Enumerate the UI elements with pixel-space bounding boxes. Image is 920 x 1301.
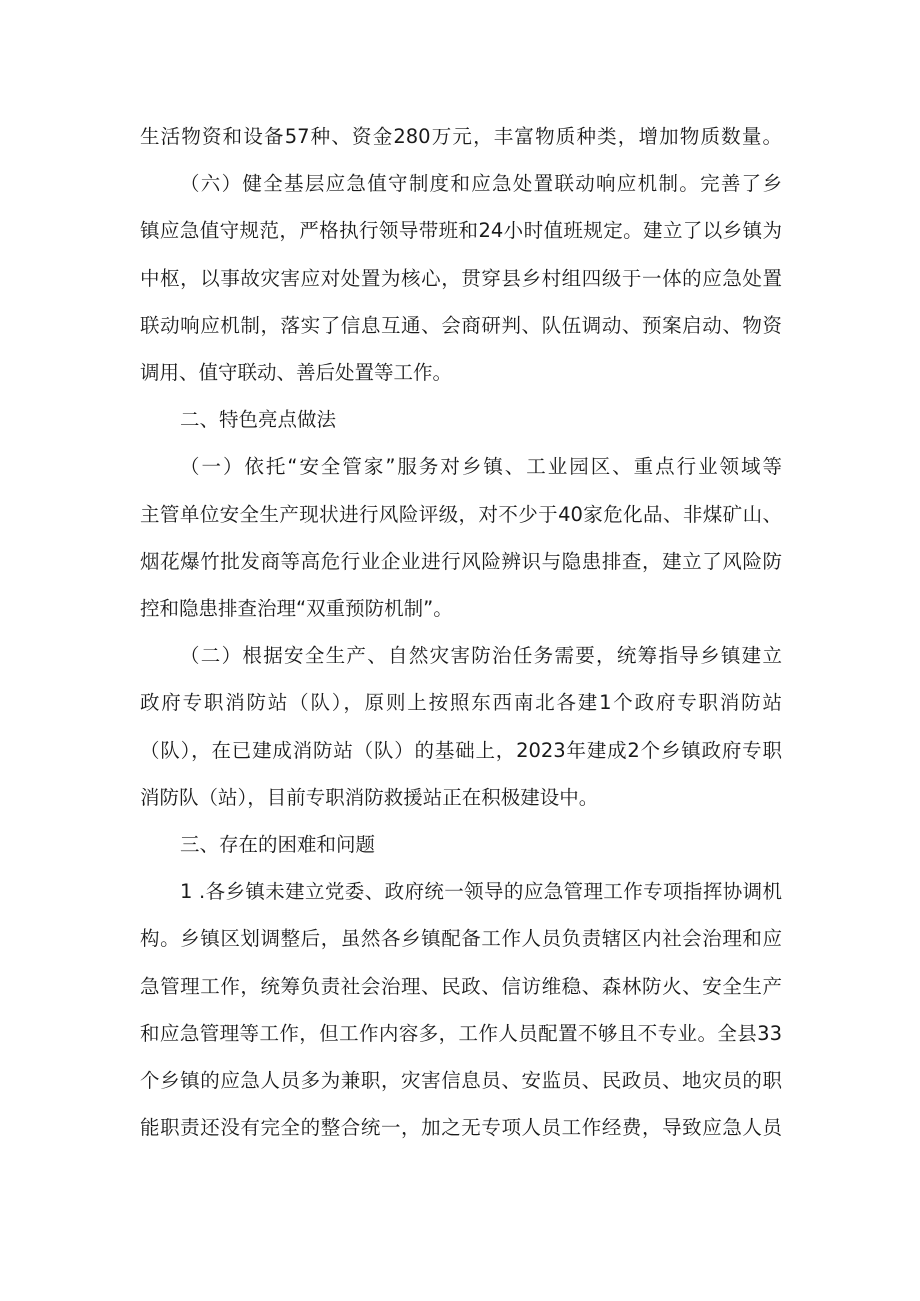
- text-line: 二、特色亮点做法: [180, 408, 337, 432]
- text-line: 中枢，以事故灾害应对处置为核心，贯穿县乡村组四级于一体的应急处置: [140, 266, 782, 290]
- text-line: 1 .各乡镇未建立党委、政府统一领导的应急管理工作专项指挥协调机: [180, 880, 782, 904]
- text-line: 个乡镇的应急人员多为兼职，灾害信息员、安监员、民政员、地灾员的职: [140, 1069, 782, 1092]
- text-line: 消防队（站），目前专职消防救援站正在积极建设中。: [140, 785, 599, 809]
- text-line: 构。乡镇区划调整后，虽然各乡镇配备工作人员负责辖区内社会治理和应: [140, 927, 782, 951]
- text-line: 控和隐患排查治理“双重预防机制”。: [140, 597, 453, 620]
- text-line: （一）依托“安全管家”服务对乡镇、工业园区、重点行业领域等: [180, 455, 782, 479]
- text-line: 镇应急值守规范，严格执行领导带班和24小时值班规定。建立了以乡镇为: [140, 219, 782, 243]
- text-line: 政府专职消防站（队），原则上按照东西南北各建1个政府专职消防站: [140, 691, 782, 715]
- text-line: 主管单位安全生产现状进行风险评级，对不少于40家危化品、非煤矿山、: [140, 502, 782, 526]
- text-line: （二）根据安全生产、自然灾害防治任务需要，统筹指导乡镇建立: [180, 644, 782, 668]
- text-line: （六）健全基层应急值守制度和应急处置联动响应机制。完善了乡: [180, 172, 782, 196]
- text-line: 生活物资和设备57种、资金280万元，丰富物质种类，增加物质数量。: [140, 125, 782, 148]
- text-line: 能职责还没有完全的整合统一，加之无专项人员工作经费，导致应急人员: [140, 1116, 782, 1140]
- text-line: 和应急管理等工作，但工作内容多，工作人员配置不够且不专业。全县33: [140, 1021, 782, 1045]
- text-line: 三、存在的困难和问题: [180, 833, 376, 856]
- text-line: 烟花爆竹批发商等高危行业企业进行风险辨识与隐患排查，建立了风险防: [140, 549, 782, 573]
- text-line: 急管理工作，统筹负责社会治理、民政、信访维稳、森林防火、安全生产: [140, 974, 782, 998]
- text-line: 调用、值守联动、善后处置等工作。: [140, 361, 453, 384]
- text-line: 联动响应机制，落实了信息互通、会商研判、队伍调动、预案启动、物资: [140, 313, 782, 337]
- text-line: （队），在已建成消防站（队）的基础上，2023年建成2个乡镇政府专职: [140, 738, 782, 762]
